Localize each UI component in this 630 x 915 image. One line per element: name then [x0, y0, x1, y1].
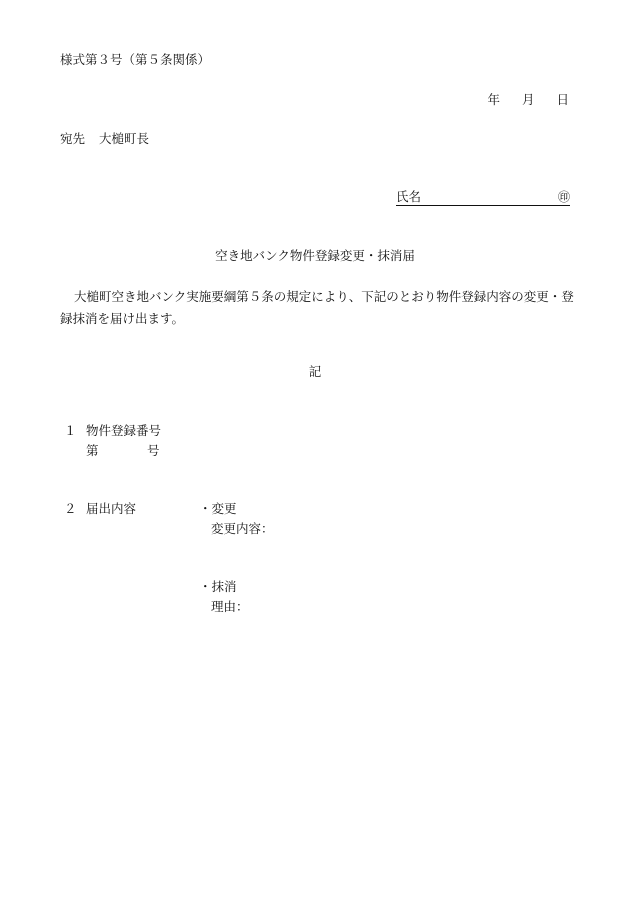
addressee-prefix: 宛先 — [60, 131, 86, 146]
option-delete[interactable]: ・抹消 — [199, 579, 237, 594]
document-title: 空き地バンク物件登録変更・抹消届 — [215, 248, 415, 263]
delete-reason-label: 理由： — [211, 599, 249, 614]
date-day: 日 — [556, 92, 569, 107]
item1-number: １ — [64, 423, 77, 438]
option-change[interactable]: ・変更 — [199, 501, 237, 516]
change-detail-label: 変更内容： — [211, 521, 274, 536]
date-month: 月 — [521, 92, 535, 107]
date-year: 年 — [487, 92, 500, 107]
body-paragraph: 大槌町空き地バンク実施要綱第５条の規定により、下記のとおり物件登録内容の変更・登録抹消を届け出ます。 — [60, 289, 574, 326]
addressee — [60, 131, 149, 147]
name-label: 氏名 — [396, 189, 422, 204]
addressee-name: 大槌町長 — [99, 131, 150, 146]
item2-number: ２ — [64, 501, 77, 516]
date-line — [487, 92, 569, 108]
item2-label: 届出内容 — [86, 501, 137, 516]
registration-number-suffix: 号 — [147, 443, 160, 458]
form-number: 様式第３号（第５条関係） — [60, 52, 211, 67]
registration-number-prefix: 第 — [86, 443, 99, 458]
seal-mark: ㊞ — [557, 190, 570, 204]
item1-label: 物件登録番号 — [86, 423, 162, 438]
applicant-name-field[interactable] — [396, 189, 570, 206]
ki-heading: 記 — [308, 364, 322, 379]
